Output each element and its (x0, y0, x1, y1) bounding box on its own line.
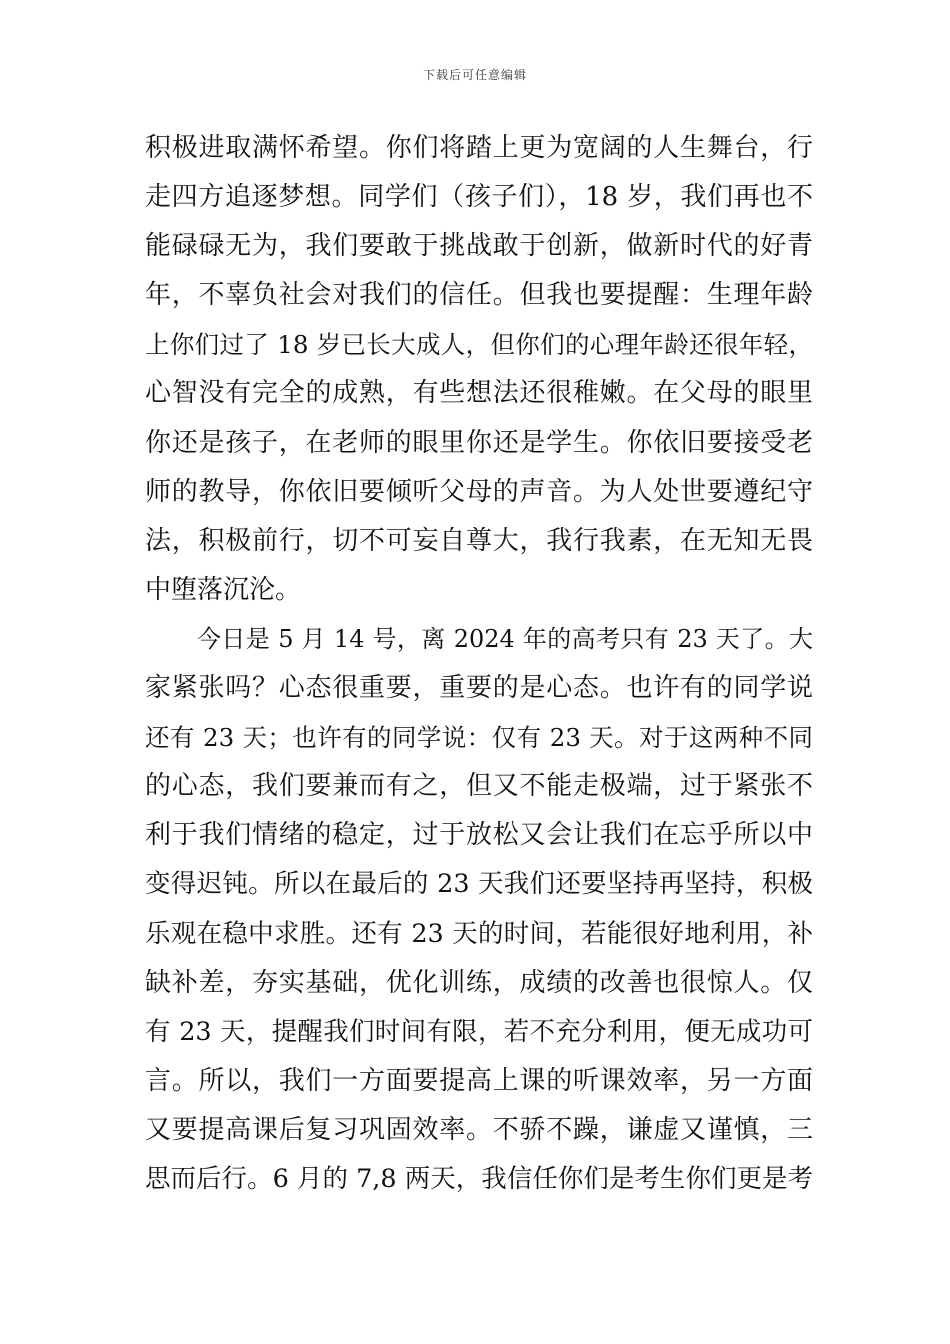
text-line: 师的教导，你依旧要倾听父母的声音。为人处世要遵纪守 (145, 476, 813, 507)
document-body (145, 124, 813, 1204)
text-line: 家紧张吗？心态很重要，重要的是心态。也许有的同学说 (145, 673, 813, 704)
text-line: 的心态，我们要兼而有之，但又不能走极端，过于紧张不 (145, 771, 813, 802)
text-line: 你还是孩子，在老师的眼里你还是学生。你依旧要接受老 (145, 427, 813, 458)
text-line: 走四方追逐梦想。同学们（孩子们），18 岁，我们再也不 (145, 182, 813, 213)
text-line: 积极进取满怀希望。你们将踏上更为宽阔的人生舞台，行 (145, 133, 813, 163)
text-line: 上你们过了 18 岁已长大成人，但你们的心理年龄还很年轻， (145, 330, 813, 360)
text-line: 法，积极前行，切不可妄自尊大，我行我素，在无知无畏 (145, 525, 813, 556)
text-line: 利于我们情绪的稳定，过于放松又会让我们在忘乎所以中 (145, 820, 813, 851)
text-line: 年，不辜负社会对我们的信任。但我也要提醒：生理年龄 (145, 280, 813, 311)
paragraph-1 (145, 124, 813, 615)
text-line: 变得迟钝。所以在最后的 23 天我们还要坚持再坚持，积极 (145, 869, 813, 900)
text-line: 缺补差，夯实基础，优化训练，成绩的改善也很惊人。仅 (145, 967, 813, 998)
text-line: 能碌碌无为，我们要敢于挑战敢于创新，做新时代的好青 (145, 231, 813, 262)
text-line: 中堕落沉沦。 (145, 574, 302, 605)
text-line: 又要提高课后复习巩固效率。不骄不躁，谦虚又谨慎，三 (145, 1114, 813, 1145)
text-line: 心智没有完全的成熟，有些想法还很稚嫩。在父母的眼里 (145, 378, 813, 409)
paragraph-2 (145, 615, 813, 1204)
text-line: 乐观在稳中求胜。还有 23 天的时间，若能很好地利用，补 (145, 918, 813, 949)
text-line: 还有 23 天；也许有的同学说：仅有 23 天。对于这两种不同 (145, 723, 813, 753)
text-line: 思而后行。6 月的 7,8 两天，我信任你们是考生你们更是考 (145, 1163, 813, 1194)
text-line: 有 23 天，提醒我们时间有限，若不充分利用，便无成功可 (145, 1016, 813, 1047)
page-header: 下载后可任意编辑 (422, 68, 527, 82)
text-line: 言。所以，我们一方面要提高上课的听课效率，另一方面 (145, 1065, 813, 1096)
text-line: 今日是 5 月 14 号，离 2024 年的高考只有 23 天了。大 (197, 624, 813, 653)
